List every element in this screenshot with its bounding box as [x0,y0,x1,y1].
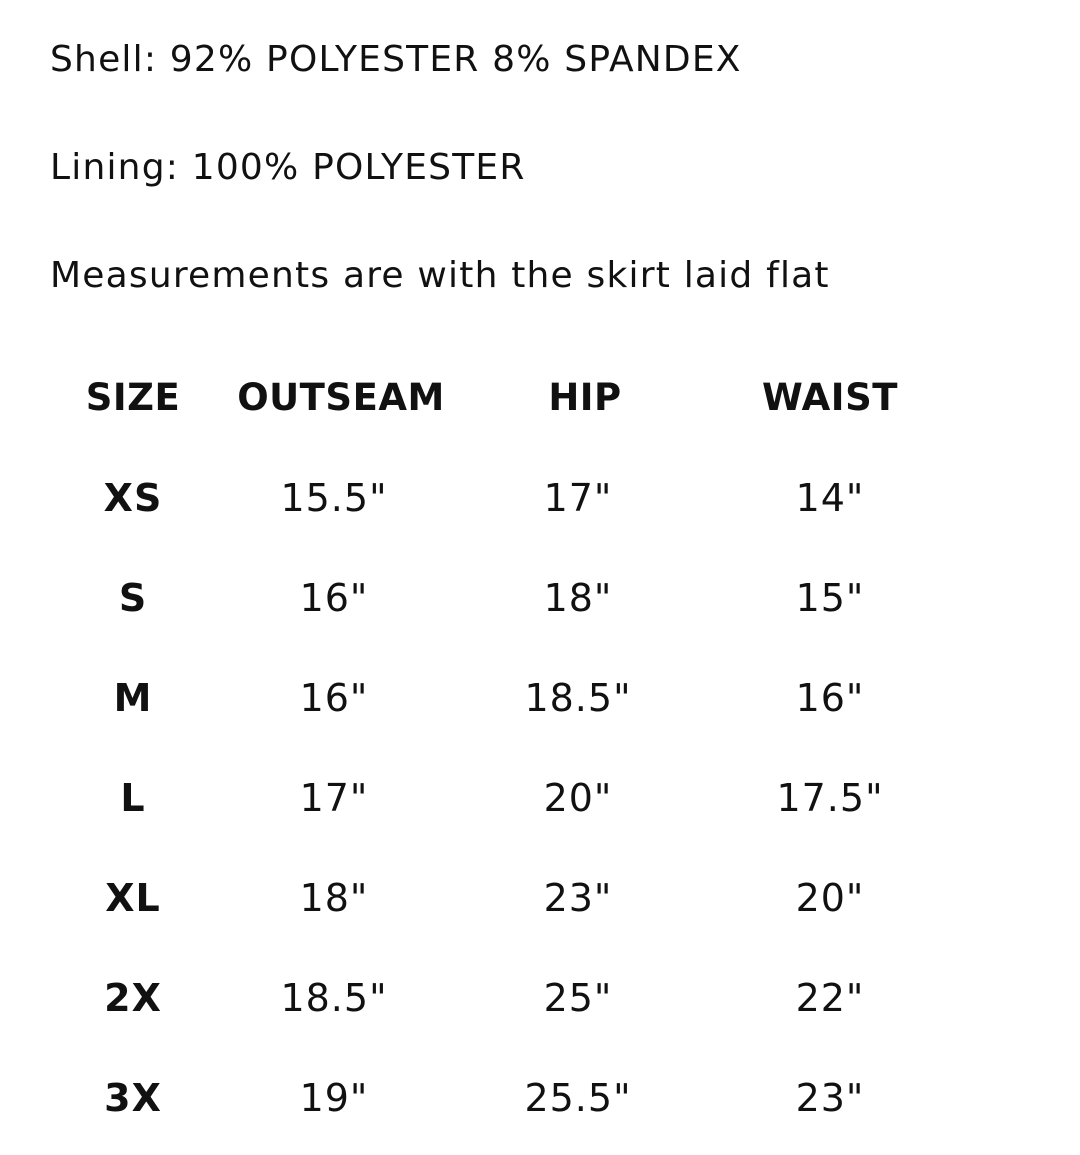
waist-cell: 23" [795,1076,865,1120]
waist-cell: 14" [795,476,865,520]
measurement-note: Measurements are with the skirt laid flat [50,255,830,296]
header-hip: HIP [548,376,622,419]
waist-cell: 22" [795,976,865,1020]
header-waist: WAIST [762,376,898,419]
header-outseam: OUTSEAM [237,376,445,419]
outseam-cell: 16" [299,676,369,720]
size-cell: 2X [104,976,162,1020]
waist-cell: 17.5" [776,776,884,820]
shell-fabric-text: Shell: 92% POLYESTER 8% SPANDEX [50,39,742,80]
hip-cell: 18" [543,576,613,620]
size-cell: XL [105,876,161,920]
hip-cell: 25" [543,976,613,1020]
header-size: SIZE [85,376,181,419]
outseam-cell: 17" [299,776,369,820]
waist-cell: 15" [795,576,865,620]
hip-cell: 18.5" [524,676,632,720]
hip-cell: 20" [543,776,613,820]
outseam-cell: 18" [299,876,369,920]
waist-cell: 20" [795,876,865,920]
hip-cell: 25.5" [524,1076,632,1120]
lining-fabric-text: Lining: 100% POLYESTER [50,147,526,188]
size-cell: S [118,576,148,620]
hip-cell: 17" [543,476,613,520]
size-cell: XS [103,476,163,520]
waist-cell: 16" [795,676,865,720]
outseam-cell: 16" [299,576,369,620]
outseam-cell: 19" [299,1076,369,1120]
size-cell: 3X [104,1076,162,1120]
size-cell: M [113,676,153,720]
outseam-cell: 18.5" [280,976,388,1020]
hip-cell: 23" [543,876,613,920]
size-cell: L [120,776,146,820]
outseam-cell: 15.5" [280,476,388,520]
